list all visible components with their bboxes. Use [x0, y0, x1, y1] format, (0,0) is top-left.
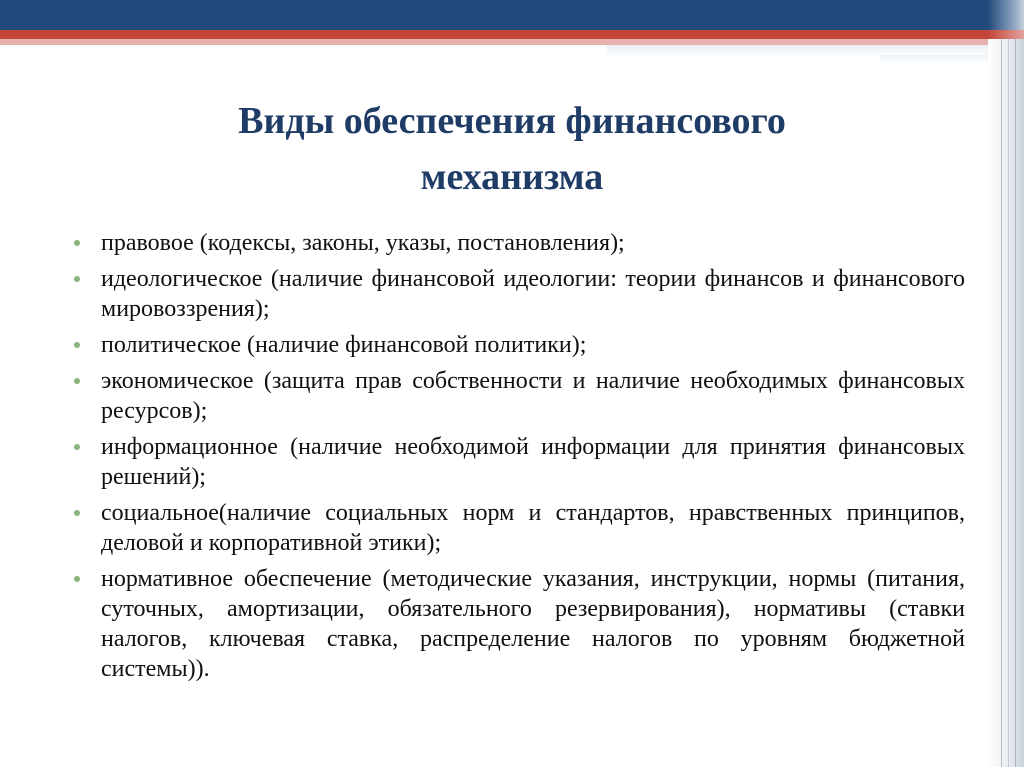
- slide-title-line: Виды обеспечения финансового: [238, 100, 786, 143]
- right-edge-line: [1008, 0, 1009, 767]
- bullet-item-political: [72, 330, 965, 360]
- header-band-red: [0, 30, 1024, 39]
- slide-title-line: механизма: [420, 156, 604, 199]
- bullet-item-legal: [72, 228, 965, 258]
- bullet-text: политическое (наличие финансовой политики);: [101, 332, 587, 358]
- right-edge-top-navy: [988, 0, 1024, 30]
- bullet-text: нормативное обеспечение (методические указания, инструкции, нормы (питания, суточных, амортизации, обязательного резервирования), нормативы (ставки налогов, ключевая ставка, распределение налогов по уровням бюджетной системы)).: [101, 566, 965, 682]
- header-band-navy: [0, 0, 1024, 30]
- bullet-item-social: [72, 498, 965, 558]
- bullet-list: [72, 228, 965, 690]
- bullet-text: идеологическое (наличие финансовой идеологии: теории финансов и финансового мировоззрения);: [101, 266, 965, 322]
- bullet-item-normative: [72, 564, 965, 684]
- bullet-text: экономическое (защита прав собственности и наличие необходимых финансовых ресурсов);: [101, 368, 965, 424]
- slide-title: [100, 93, 924, 205]
- bullet-item-ideological: [72, 264, 965, 324]
- right-edge-line: [1015, 0, 1016, 767]
- bullet-text: информационное (наличие необходимой информации для принятия финансовых решений);: [101, 434, 965, 490]
- bullet-text: правовое (кодексы, законы, указы, постановления);: [101, 230, 625, 256]
- bullet-item-economic: [72, 366, 965, 426]
- bullet-item-informational: [72, 432, 965, 492]
- right-edge-decoration: [988, 0, 1024, 767]
- right-edge-line: [1001, 0, 1002, 767]
- bullet-text: социальное(наличие социальных норм и стандартов, нравственных принципов, деловой и корпоративной этики);: [101, 500, 965, 556]
- right-edge-top-red: [988, 30, 1024, 39]
